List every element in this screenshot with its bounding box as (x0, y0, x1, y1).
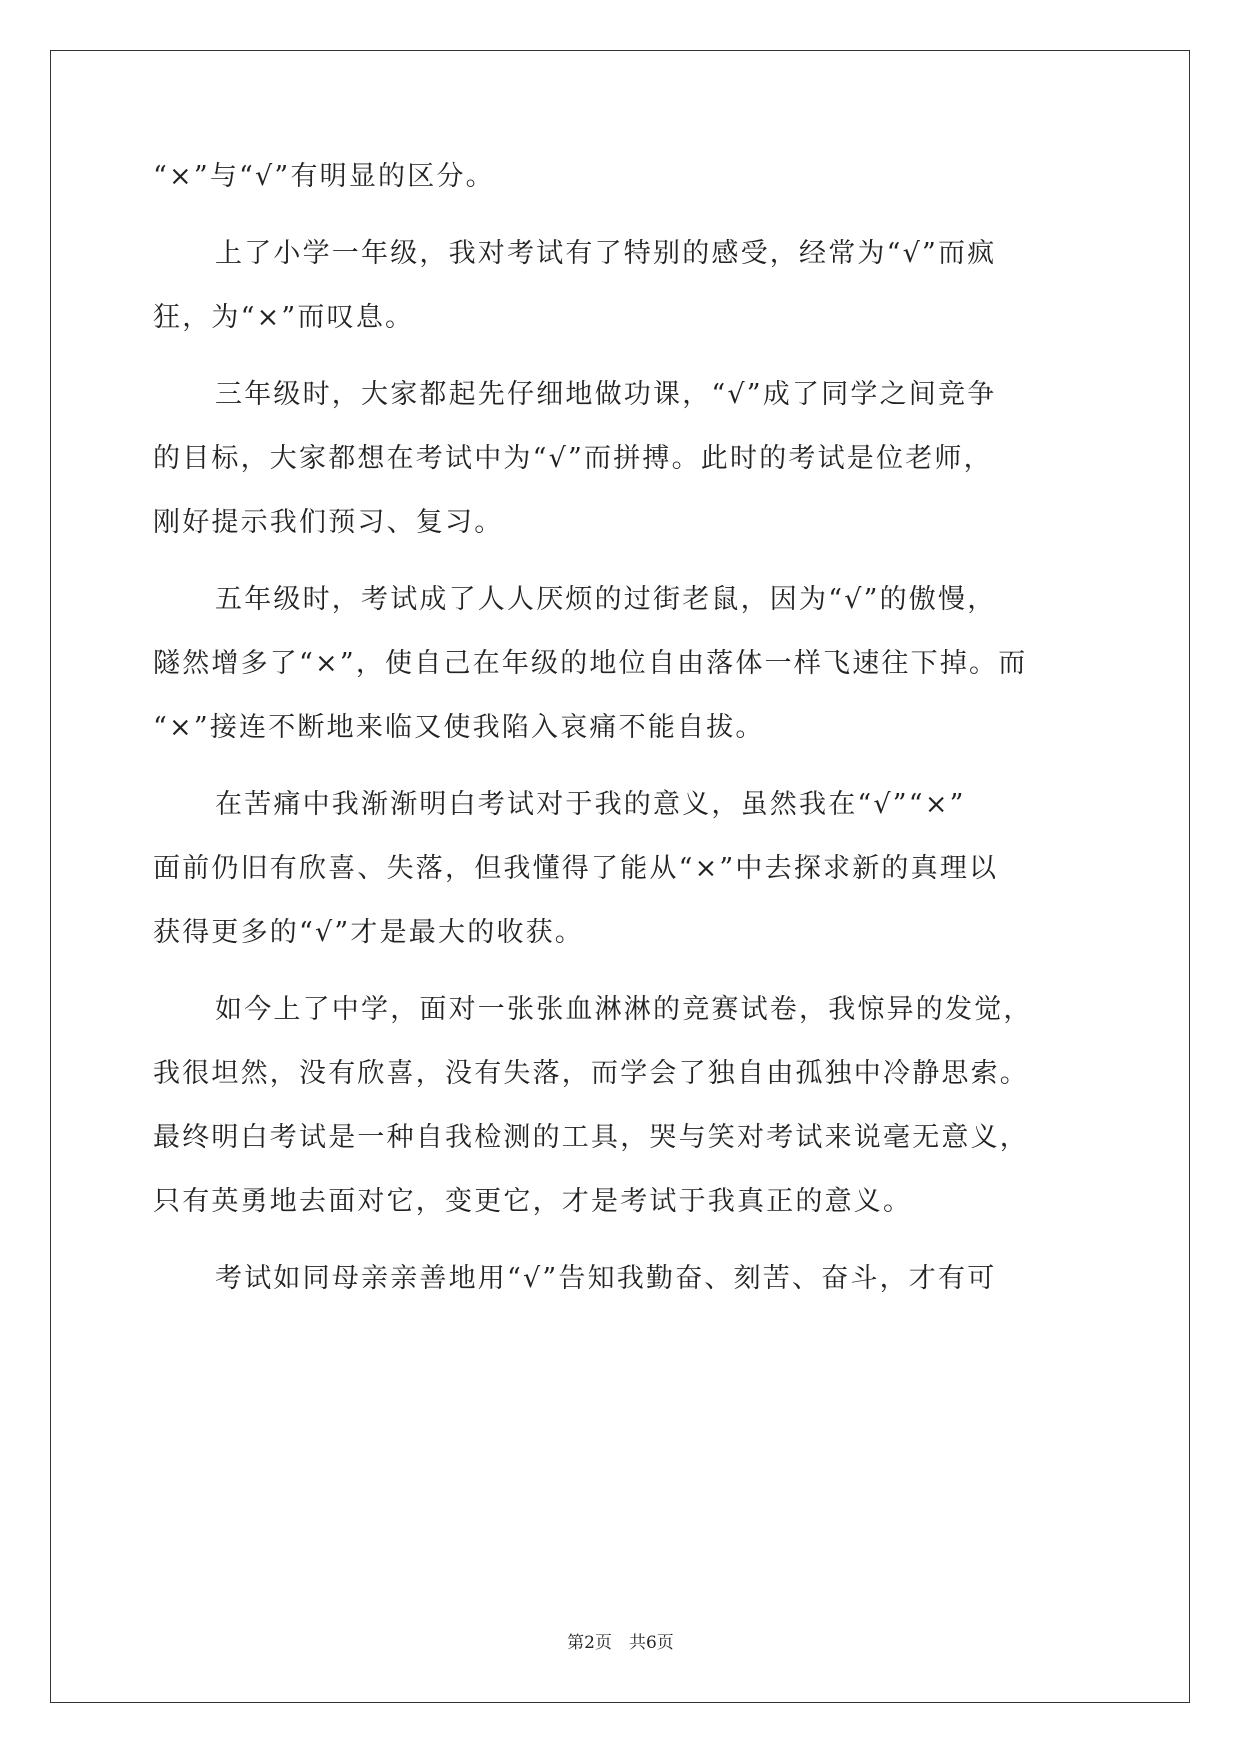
text-line: 五年级时，考试成了人人厌烦的过街老鼠，因为“√”的傲慢， (215, 584, 997, 615)
text-line: 上了小学一年级，我对考试有了特别的感受，经常为“√”而疯 (215, 238, 997, 269)
text-line: 我很坦然，没有欣喜，没有失落，而学会了独自由孤独中冷静思索。 (153, 1058, 1029, 1089)
page-number-footer: 第2页 共6页 (567, 1633, 674, 1653)
text-line: 刚好提示我们预习、复习。 (153, 507, 504, 538)
text-line: 三年级时，大家都起先仔细地做功课，“√”成了同学之间竞争 (215, 379, 997, 410)
text-line: 的目标，大家都想在考试中为“√”而拼搏。此时的考试是位老师， (153, 443, 993, 474)
text-line: 在苦痛中我渐渐明白考试对于我的意义，虽然我在“√”“×” (215, 789, 966, 820)
text-line: “×”接连不断地来临又使我陷入哀痛不能自拔。 (153, 712, 765, 743)
text-line: 考试如同母亲亲善地用“√”告知我勤奋、刻苦、奋斗，才有可 (215, 1263, 997, 1294)
text-line: 最终明白考试是一种自我检测的工具，哭与笑对考试来说毫无意义， (153, 1122, 1029, 1153)
document-body (153, 145, 1088, 1311)
text-line: 获得更多的“√”才是最大的收获。 (153, 917, 585, 948)
text-line: 隧然增多了“×”，使自己在年级的地位自由落体一样飞速往下掉。而 (153, 648, 1028, 679)
text-line: 只有英勇地去面对它，变更它，才是考试于我真正的意义。 (153, 1186, 913, 1217)
text-line: 面前仍旧有欣喜、失落，但我懂得了能从“×”中去探求新的真理以 (153, 853, 999, 884)
text-line: 如今上了中学，面对一张张血淋淋的竞赛试卷，我惊异的发觉， (215, 994, 1033, 1025)
text-line: “×”与“√”有明显的区分。 (153, 161, 495, 192)
text-line: 狂，为“×”而叹息。 (153, 302, 415, 333)
